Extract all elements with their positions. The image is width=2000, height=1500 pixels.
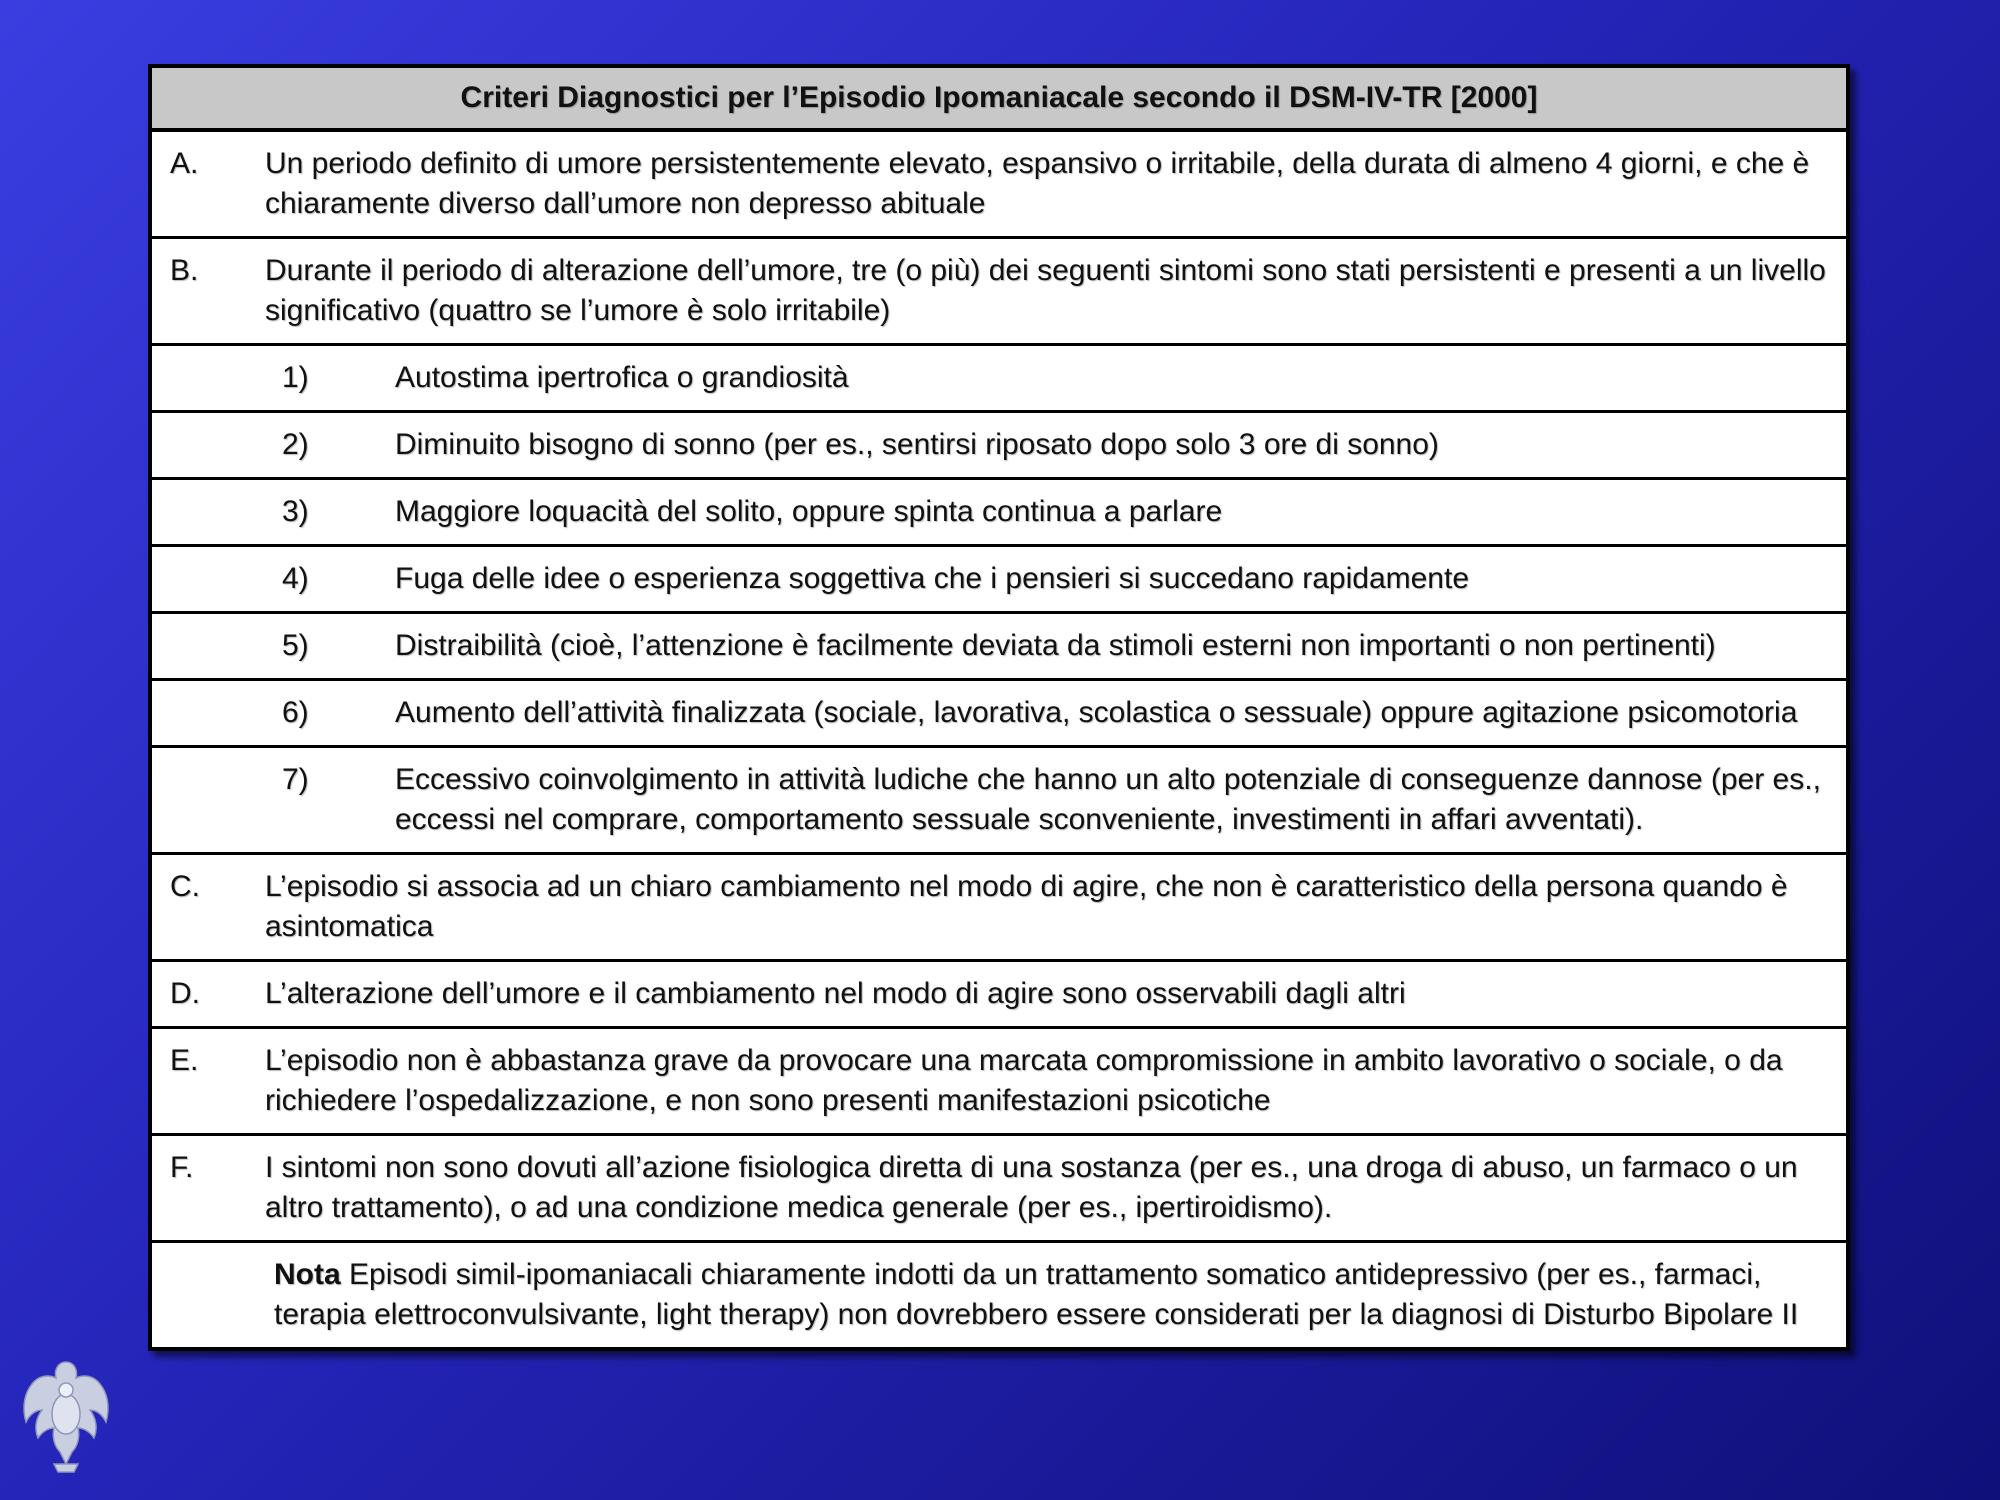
symptom-text: Maggiore loquacità del solito, oppure spinta continua a parlare <box>395 495 1223 528</box>
note-row <box>152 1243 1846 1347</box>
criterion-text: L’episodio si associa ad un chiaro cambiamento nel modo di agire, che non è caratteristico della persona quando è asintomatica <box>265 870 1788 943</box>
symptom-number: 7) <box>282 763 309 796</box>
symptom-row-7 <box>152 748 1846 855</box>
criterion-text: Durante il periodo di alterazione dell’umore, tre (o più) dei seguenti sintomi sono stati persistenti e presenti a un livello significativo (quattro se l’umore è solo irritabile) <box>265 254 1826 327</box>
symptom-row-6 <box>152 681 1846 748</box>
table-title: Criteri Diagnostici per l’Episodio Ipomaniacale secondo il DSM-IV-TR [2000] <box>152 68 1846 132</box>
symptom-text: Fuga delle idee o esperienza soggettiva che i pensieri si succedano rapidamente <box>395 562 1470 595</box>
symptom-text: Eccessivo coinvolgimento in attività ludiche che hanno un alto potenziale di conseguenze dannose (per es., eccessi nel comprare, comportamento sessuale sconveniente, investimenti in affari avventati). <box>395 763 1821 836</box>
symptom-row-3 <box>152 480 1846 547</box>
note-label: Nota <box>274 1258 341 1291</box>
criterion-text: L’alterazione dell’umore e il cambiamento nel modo di agire sono osservabili dagli altri <box>265 977 1406 1010</box>
symptom-row-4 <box>152 547 1846 614</box>
symptom-number: 4) <box>282 562 309 595</box>
symptom-text: Diminuito bisogno di sonno (per es., sentirsi riposato dopo solo 3 ore di sonno) <box>395 428 1439 461</box>
university-eagle-crest-icon <box>14 1352 118 1476</box>
criterion-text: Un periodo definito di umore persistentemente elevato, espansivo o irritabile, della durata di almeno 4 giorni, e che è chiaramente diverso dall’umore non depresso abituale <box>265 147 1810 220</box>
symptom-number: 2) <box>282 428 309 461</box>
criterion-letter: D. <box>170 977 200 1010</box>
symptom-text: Distraibilità (cioè, l’attenzione è facilmente deviata da stimoli esterni non importanti o non pertinenti) <box>395 629 1716 662</box>
criterion-row-f <box>152 1136 1846 1243</box>
symptom-number: 6) <box>282 696 309 729</box>
symptom-row-2 <box>152 413 1846 480</box>
symptom-number: 5) <box>282 629 309 662</box>
criterion-letter: E. <box>170 1044 199 1077</box>
criterion-letter: F. <box>170 1151 194 1184</box>
criterion-letter: B. <box>170 254 199 287</box>
note-text: Episodi simil-ipomaniacali chiaramente indotti da un trattamento somatico antidepressivo (per es., farmaci, terapia elettroconvulsivante, light therapy) non dovrebbero essere considerati per la diagnosi di Disturbo Bipolare II <box>274 1258 1799 1331</box>
criterion-row-c <box>152 855 1846 962</box>
criterion-row-b <box>152 239 1846 346</box>
criterion-letter: A. <box>170 147 199 180</box>
criterion-row-d <box>152 962 1846 1029</box>
criterion-text: I sintomi non sono dovuti all’azione fisiologica diretta di una sostanza (per es., una droga di abuso, un farmaco o un altro trattamento), o ad una condizione medica generale (per es., ipertiroidismo). <box>265 1151 1798 1224</box>
symptom-text: Autostima ipertrofica o grandiosità <box>395 361 849 394</box>
symptom-text: Aumento dell’attività finalizzata (sociale, lavorativa, scolastica o sessuale) oppure agitazione psicomotoria <box>395 696 1798 729</box>
criterion-row-a <box>152 132 1846 239</box>
note <box>152 1255 1846 1335</box>
criteria-table <box>148 64 1850 1351</box>
criterion-letter: C. <box>170 870 200 903</box>
symptom-row-1 <box>152 346 1846 413</box>
symptom-number: 3) <box>282 495 309 528</box>
symptom-row-5 <box>152 614 1846 681</box>
symptom-number: 1) <box>282 361 309 394</box>
criterion-row-e <box>152 1029 1846 1136</box>
criterion-text: L’episodio non è abbastanza grave da provocare una marcata compromissione in ambito lavorativo o sociale, o da richiedere l’ospedalizzazione, e non sono presenti manifestazioni psicotiche <box>265 1044 1783 1117</box>
